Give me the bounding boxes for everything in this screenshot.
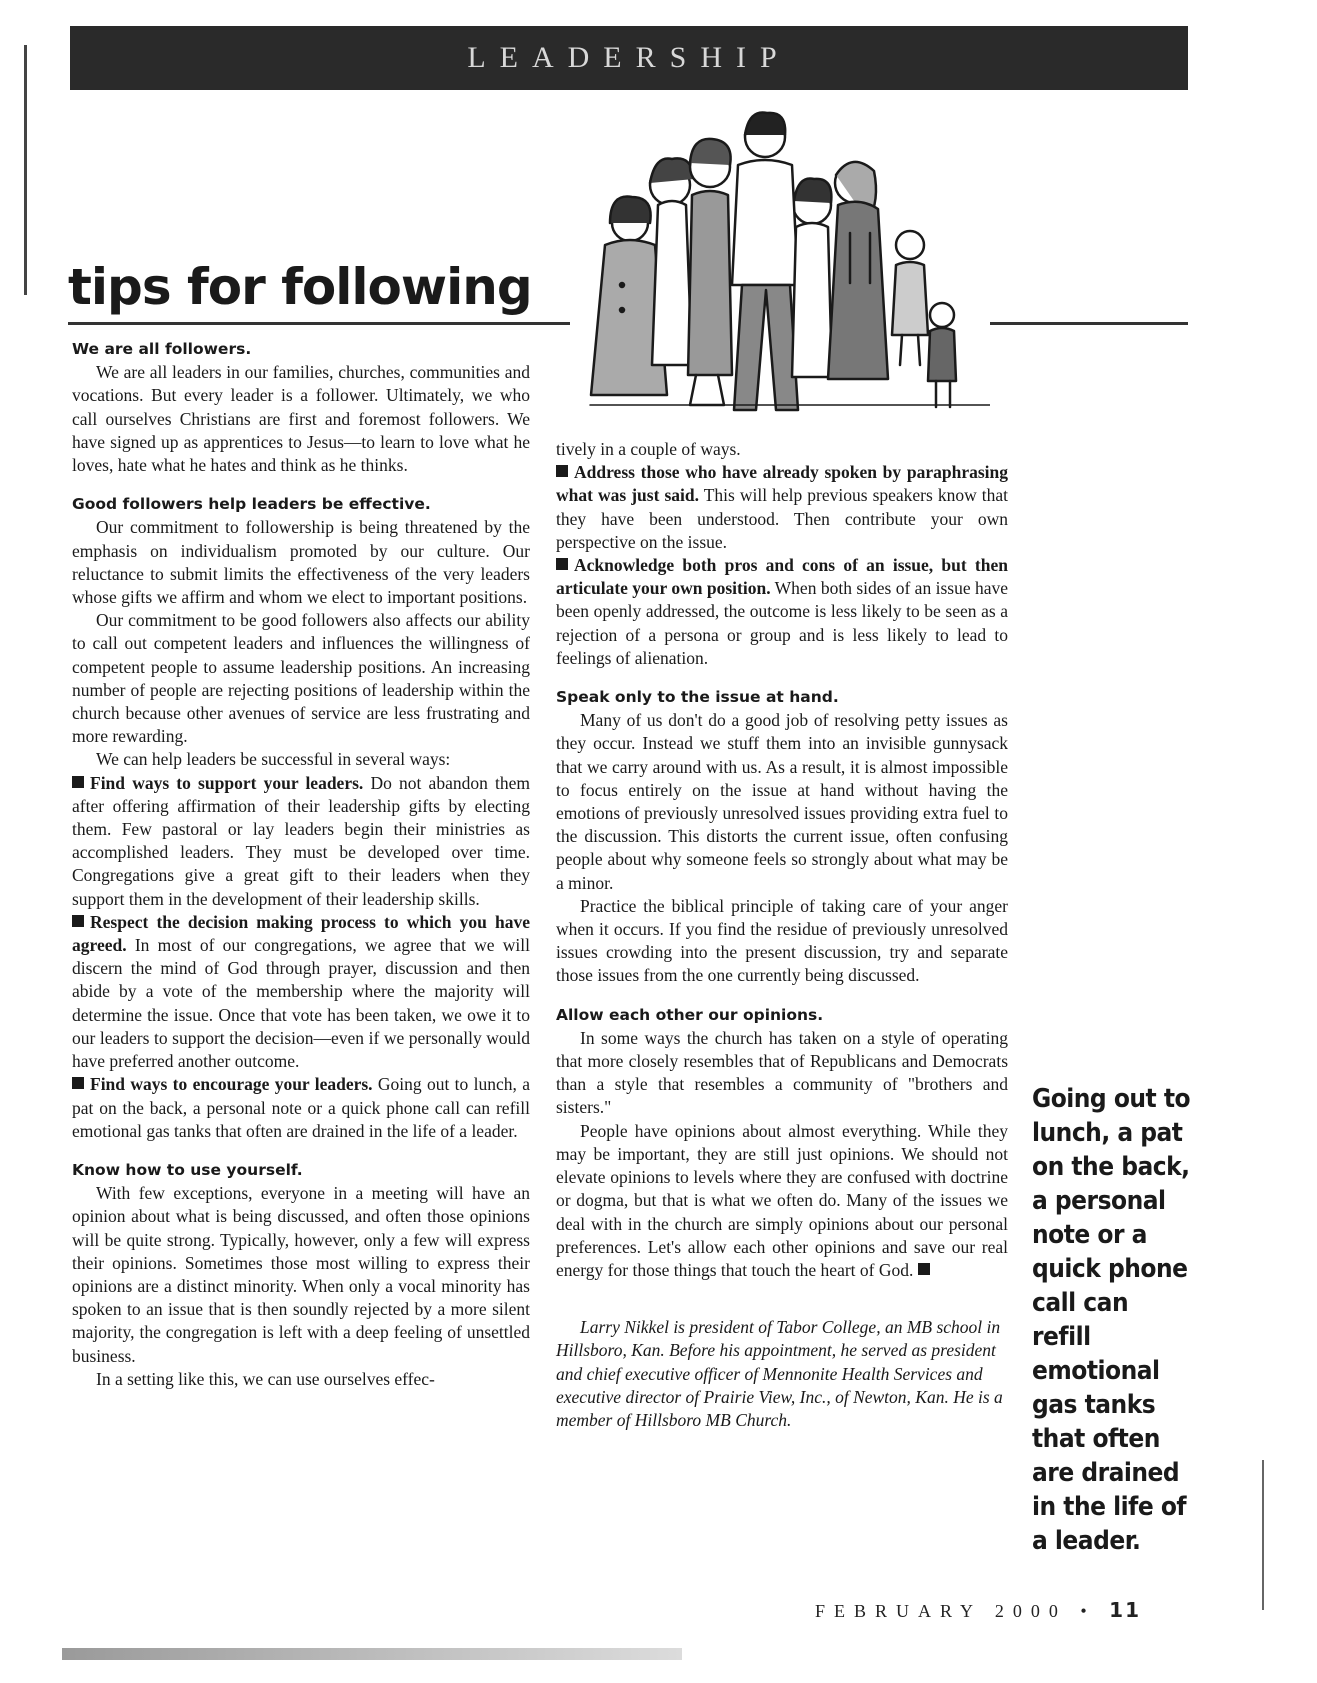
left-margin-rule — [24, 45, 27, 295]
end-mark-icon — [918, 1263, 930, 1275]
bullet-lead: Address those who have already spoken by paraphrasing what was just said. — [556, 462, 1008, 506]
paragraph: Many of us don't do a good job of resolving petty issues as they occur. Instead we stuff them into an invisible gunnysack that we carry around with us. As a result, it is almost impossible to focus entirely on the issue at hand without having the emotions of previously unresolved issues providing extra fuel to the discussion. This distorts the current issue, often confusing people about why someone feels so strongly about what may be a minor. — [556, 710, 1008, 893]
paragraph: We are all leaders in our families, churches, communities and vocations. But every leader is a follower. Ultimately, we who call ourselves Christians are first and foremost followers. We have signed up as apprentices to Jesus—to learn to love what he loves, hate what he hates and think as he thinks. — [72, 362, 530, 476]
paragraph: tively in a couple of ways. — [556, 439, 741, 459]
bullet-item — [72, 911, 530, 1073]
bullet-item — [556, 461, 1008, 554]
square-bullet-icon — [72, 915, 84, 927]
bottom-scan-bar — [62, 1648, 682, 1660]
square-bullet-icon — [556, 558, 568, 570]
square-bullet-icon — [72, 776, 84, 788]
square-bullet-icon — [556, 465, 568, 477]
right-margin-rule — [1262, 1460, 1264, 1610]
bullet-lead: Find ways to encourage your leaders. — [90, 1074, 373, 1095]
bullet-text: Do not abandon them after offering affirmation of their leadership gifts by electing them. Few pastoral or lay leaders begin their ministries as accomplished leaders. They must be developed over time. Congregations give a great gift to their leaders when they support them in the development of their leadership skills. — [72, 772, 530, 909]
bullet-text: When both sides of an issue have been openly addressed, the outcome is less likely to be seen as a rejection of a persona or group and is less likely to lead to feelings of alienation. — [556, 578, 1009, 668]
square-bullet-icon — [72, 1077, 84, 1089]
paragraph: Our commitment to be good followers also affects our ability to call out competent leaders and influences the willingness of competent people to assume leadership positions. An increasing number of people are rejecting positions of leadership within the church because other avenues of service are less frustrating and more rewarding. — [72, 610, 530, 747]
issue-date: FEBRUARY 2000 — [815, 1601, 1067, 1621]
paragraph: In a setting like this, we can use ourselves effec- — [96, 1368, 435, 1389]
subheading: Know how to use yourself. — [72, 1160, 303, 1179]
bullet-text: In most of our congregations, we agree that we will discern the mind of God through prayer, discussion and then abide by a vote of the membership where the majority will determine the issue. Once that vote has been taken, we owe it to our leaders to support the decision—even if we personally would have preferred another outcome. — [72, 935, 530, 1072]
paragraph: Practice the biblical principle of taking care of your anger when it occurs. If you find the residue of previously unresolved issues crowding into the present discussion, try and separate those issues from the one currently being discussed. — [556, 895, 1008, 986]
article-column-right — [556, 438, 1008, 1432]
paragraph: We can help leaders be successful in several ways: — [96, 749, 451, 770]
pull-quote: Going out to lunch, a pat on the back, a personal note or a quick phone call can refill emotional gas tanks that often are drained in the life of a leader. — [1032, 1084, 1191, 1556]
article-column-left — [72, 338, 530, 1391]
section-label: LEADERSHIP — [467, 41, 791, 74]
paragraph: In some ways the church has taken on a style of operating that more closely resembles that of Republicans and Democrats than a style that resembles a community of "brothers and sisters." — [556, 1027, 1008, 1118]
bullet-item — [72, 772, 530, 911]
bullet-text: This will help previous speakers know that they have been understood. Then contribute your own perspective on the issue. — [556, 485, 1009, 552]
page-number: 11 — [1109, 1598, 1142, 1622]
bullet-item — [556, 554, 1008, 670]
bullet-text: Going out to lunch, a pat on the back, a personal note or a quick phone call can refill emotional gas tanks that often are drained in the life of a leader. — [72, 1074, 530, 1141]
subheading: We are all followers. — [72, 340, 252, 358]
paragraph: Our commitment to followership is being threatened by the emphasis on individualism promoted by our culture. Our reluctance to submit limits the effectiveness of the very leaders whose gifts we affirm and whom we elect to important positions. — [72, 517, 530, 608]
subheading: Speak only to the issue at hand. — [556, 688, 839, 707]
bullet-lead: Find ways to support your leaders. — [90, 772, 364, 793]
article-title: tips for following — [68, 258, 532, 316]
page-footer — [815, 1598, 1141, 1622]
paragraph: With few exceptions, everyone in a meeting will have an opinion about what is being discussed, and often those opinions will be quite strong. Typically, however, only a few will express their opinions. Sometimes those most willing to express their opinions are a distinct minority. When only a vocal minority has spoken to an issue that is then soundly rejected by a more silent majority, the congregation is left with a deep feeling of unsettled business. — [72, 1183, 530, 1366]
bullet-lead: Acknowledge both pros and cons of an issue, but then articulate your own position. — [556, 555, 1008, 599]
paragraph-text: People have opinions about almost everything. While they may be important, they are still just opinions. We should not elevate opinions to levels where they are confused with doctrine or dogma, but that is what we often do. Many of the issues we deal with in the church are simply opinions about our personal preferences. Let's allow each other opinions and save our real energy for those things that touch the heart of God. — [556, 1120, 1008, 1280]
bullet-item — [72, 1073, 530, 1143]
paragraph — [556, 1120, 1008, 1282]
section-banner — [70, 26, 1188, 90]
bullet-lead: Respect the decision making process to which you have agreed. — [72, 911, 530, 956]
subheading: Good followers help leaders be effective. — [72, 495, 431, 514]
crowd-of-people-illustration — [570, 105, 990, 430]
author-bio: Larry Nikkel is president of Tabor College, an MB school in Hillsboro, Kan. Before his appointment, he served as president and chief executive officer of Mennonite Health Services and executive director of Prairie View, Inc., of Newton, Kan. He is a member of Hillsboro MB Church. — [556, 1317, 1003, 1430]
subheading: Allow each other our opinions. — [556, 1005, 824, 1024]
footer-separator: • — [1080, 1601, 1096, 1621]
